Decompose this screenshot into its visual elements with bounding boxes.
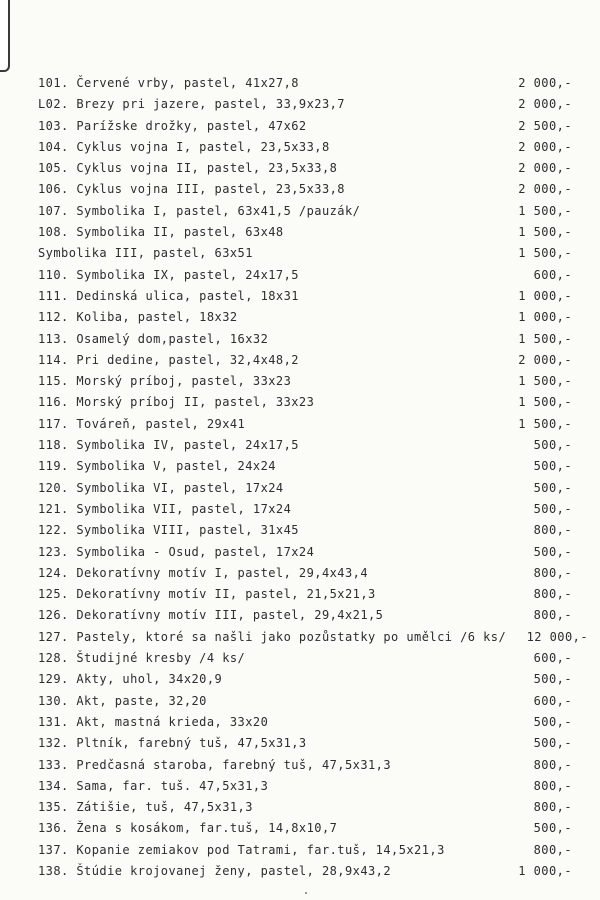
artwork-description: 124. Dekoratívny motív I, pastel, 29,4x43,4 <box>38 565 369 580</box>
artwork-price: 2 000,- <box>518 76 572 90</box>
list-item <box>0 542 600 563</box>
artwork-description: 110. Symbolika IX, pastel, 24x17,5 <box>38 267 299 282</box>
artwork-price: 500,- <box>533 544 572 559</box>
artwork-description: 113. Osamelý dom,pastel, 16x32 <box>38 331 269 346</box>
artwork-description: 116. Morský príboj II, pastel, 33x23 <box>38 395 315 410</box>
artwork-price-list <box>0 73 600 882</box>
artwork-price: 2 000,- <box>518 352 572 367</box>
list-item <box>0 861 600 882</box>
artwork-price: 800,- <box>533 842 572 857</box>
artwork-price: 2 000,- <box>518 97 572 112</box>
artwork-description: 103. Parížske drožky, pastel, 47x62 <box>38 118 307 133</box>
list-item <box>0 840 600 861</box>
list-item <box>0 222 600 243</box>
list-item <box>0 371 600 392</box>
list-item <box>0 201 600 222</box>
artwork-description: 106. Cyklus vojna III, pastel, 23,5x33,8 <box>38 182 345 197</box>
artwork-price: 800,- <box>533 587 572 602</box>
artwork-price: 800,- <box>533 757 572 772</box>
artwork-price: 800,- <box>533 800 572 815</box>
artwork-price: 1 500,- <box>518 374 572 389</box>
artwork-description: 138. Štúdie krojovanej ženy, pastel, 28,9x43,2 <box>38 863 392 878</box>
artwork-price: 2 000,- <box>518 182 572 197</box>
artwork-description: 115. Morský príboj, pastel, 33x23 <box>38 374 292 389</box>
list-item <box>0 73 600 94</box>
artwork-price: 12 000,- <box>526 629 588 644</box>
artwork-price: 1 000,- <box>518 288 572 303</box>
artwork-description: 117. Továreň, pastel, 29x41 <box>38 416 246 431</box>
list-item <box>0 605 600 626</box>
artwork-price: 2 000,- <box>518 139 572 154</box>
artwork-price: 500,- <box>533 714 572 729</box>
list-item <box>0 350 600 371</box>
list-item <box>0 818 600 839</box>
artwork-description: 105. Cyklus vojna II, pastel, 23,5x33,8 <box>38 161 338 176</box>
artwork-description: 125. Dekoratívny motív II, pastel, 21,5x21,3 <box>38 587 376 602</box>
artwork-price: 500,- <box>533 821 572 836</box>
artwork-price: 1 000,- <box>518 863 572 878</box>
artwork-description: Symbolika III, pastel, 63x51 <box>38 246 253 261</box>
list-item <box>0 265 600 286</box>
list-item <box>0 456 600 477</box>
artwork-description: 101. Červené vrby, pastel, 41x27,8 <box>38 76 299 90</box>
artwork-description: 112. Koliba, pastel, 18x32 <box>38 310 238 325</box>
page-mark <box>305 892 307 894</box>
artwork-price: 600,- <box>533 693 572 708</box>
artwork-description: 134. Sama, far. tuš. 47,5x31,3 <box>38 778 269 793</box>
list-item <box>0 712 600 733</box>
list-item <box>0 584 600 605</box>
list-item <box>0 116 600 137</box>
artwork-description: 107. Symbolika I, pastel, 63x41,5 /pauzák/ <box>38 203 361 218</box>
list-item <box>0 563 600 584</box>
list-item <box>0 520 600 541</box>
list-item <box>0 243 600 264</box>
list-item <box>0 414 600 435</box>
artwork-description: 127. Pastely, ktoré sa našli jako pozůstatky po umělci /6 ks/ <box>38 629 507 644</box>
binding-edge <box>0 0 10 72</box>
list-item <box>0 733 600 754</box>
artwork-price: 800,- <box>533 778 572 793</box>
artwork-description: 126. Dekoratívny motív III, pastel, 29,4x21,5 <box>38 608 384 623</box>
artwork-description: 119. Symbolika V, pastel, 24x24 <box>38 459 276 474</box>
artwork-price: 1 500,- <box>518 225 572 240</box>
list-item <box>0 307 600 328</box>
artwork-description: 128. Študijné kresby /4 ks/ <box>38 651 246 666</box>
artwork-description: 122. Symbolika VIII, pastel, 31x45 <box>38 523 299 538</box>
list-item <box>0 137 600 158</box>
artwork-price: 1 500,- <box>518 395 572 410</box>
list-item <box>0 499 600 520</box>
list-item <box>0 179 600 200</box>
artwork-price: 500,- <box>533 480 572 495</box>
artwork-description: L02. Brezy pri jazere, pastel, 33,9x23,7 <box>38 97 345 112</box>
list-item <box>0 478 600 499</box>
list-item <box>0 797 600 818</box>
artwork-description: 135. Zátišie, tuš, 47,5x31,3 <box>38 800 253 815</box>
artwork-price: 1 500,- <box>518 331 572 346</box>
artwork-price: 500,- <box>533 459 572 474</box>
artwork-price: 1 500,- <box>518 416 572 431</box>
artwork-description: 137. Kopanie zemiakov pod Tatrami, far.tuš, 14,5x21,3 <box>38 842 445 857</box>
artwork-price: 800,- <box>533 565 572 580</box>
artwork-description: 108. Symbolika II, pastel, 63x48 <box>38 225 284 240</box>
artwork-price: 600,- <box>533 267 572 282</box>
artwork-price: 500,- <box>533 736 572 751</box>
artwork-price: 800,- <box>533 523 572 538</box>
list-item <box>0 691 600 712</box>
list-item <box>0 648 600 669</box>
artwork-price: 1 500,- <box>518 203 572 218</box>
artwork-description: 118. Symbolika IV, pastel, 24x17,5 <box>38 438 299 453</box>
artwork-price: 2 000,- <box>518 161 572 176</box>
artwork-price: 1 000,- <box>518 310 572 325</box>
list-item <box>0 435 600 456</box>
artwork-price: 2 500,- <box>518 118 572 133</box>
artwork-price: 500,- <box>533 438 572 453</box>
artwork-description: 131. Akt, mastná krieda, 33x20 <box>38 714 269 729</box>
artwork-price: 800,- <box>533 608 572 623</box>
list-item <box>0 669 600 690</box>
list-item <box>0 158 600 179</box>
artwork-description: 136. Žena s kosákom, far.tuš, 14,8x10,7 <box>38 821 338 836</box>
artwork-description: 133. Predčasná staroba, farebný tuš, 47,5x31,3 <box>38 757 392 772</box>
list-item <box>0 627 600 648</box>
artwork-description: 120. Symbolika VI, pastel, 17x24 <box>38 480 284 495</box>
list-item <box>0 329 600 350</box>
artwork-description: 130. Akt, paste, 32,20 <box>38 693 207 708</box>
artwork-description: 129. Akty, uhol, 34x20,9 <box>38 672 223 687</box>
artwork-price: 1 500,- <box>518 246 572 261</box>
artwork-price: 600,- <box>533 651 572 666</box>
list-item <box>0 94 600 115</box>
list-item <box>0 755 600 776</box>
artwork-description: 104. Cyklus vojna I, pastel, 23,5x33,8 <box>38 139 330 154</box>
artwork-description: 111. Dedinská ulica, pastel, 18x31 <box>38 288 299 303</box>
artwork-description: 121. Symbolika VII, pastel, 17x24 <box>38 501 292 516</box>
list-item <box>0 392 600 413</box>
list-item <box>0 776 600 797</box>
list-item <box>0 286 600 307</box>
artwork-price: 500,- <box>533 501 572 516</box>
artwork-description: 114. Pri dedine, pastel, 32,4x48,2 <box>38 352 299 367</box>
artwork-price: 500,- <box>533 672 572 687</box>
artwork-description: 132. Pltník, farebný tuš, 47,5x31,3 <box>38 736 307 751</box>
artwork-description: 123. Symbolika - Osud, pastel, 17x24 <box>38 544 315 559</box>
